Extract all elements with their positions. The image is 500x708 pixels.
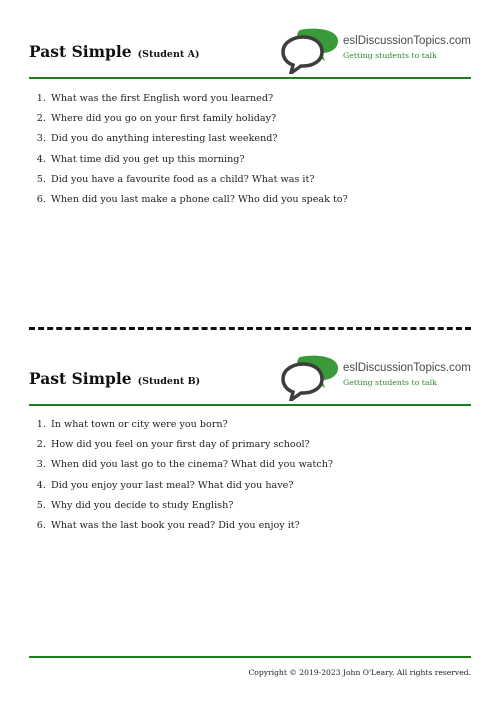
site-logo — [280, 28, 475, 74]
footer-rule — [29, 656, 471, 658]
list-item: 6. When did you last make a phone call? Who did you speak to? — [49, 190, 348, 210]
section-student-b — [29, 355, 471, 531]
site-logo — [280, 355, 475, 401]
student-label: (Student B) — [137, 376, 201, 387]
speech-bubbles-icon — [280, 355, 340, 401]
question-list — [29, 415, 333, 536]
list-item: 4. What time did you get up this morning? — [49, 150, 348, 170]
worksheet-title — [29, 42, 199, 61]
section-header — [29, 28, 471, 78]
list-item: 2. How did you feel on your first day of primary school? — [49, 435, 333, 455]
header-rule — [29, 404, 471, 406]
list-item: 6. What was the last book you read? Did you enjoy it? — [49, 516, 333, 536]
section-header — [29, 355, 471, 405]
question-list — [29, 89, 348, 210]
title-text: Past Simple — [29, 42, 132, 61]
list-item: 5. Why did you decide to study English? — [49, 496, 333, 516]
list-item: 3. Did you do anything interesting last weekend? — [49, 129, 348, 149]
header-rule — [29, 77, 471, 79]
logo-brand: eslDiscussionTopics.com — [343, 35, 471, 47]
cut-line-divider — [29, 327, 471, 330]
list-item: 2. Where did you go on your first family holiday? — [49, 109, 348, 129]
logo-brand: eslDiscussionTopics.com — [343, 362, 471, 374]
student-label: (Student A) — [137, 49, 200, 60]
list-item: 1. What was the first English word you learned? — [49, 89, 348, 109]
speech-bubbles-icon — [280, 28, 340, 74]
list-item: 5. Did you have a favourite food as a child? What was it? — [49, 170, 348, 190]
copyright-notice: Copyright © 2019-2023 John O'Leary. All rights reserved. — [248, 668, 471, 677]
section-student-a — [29, 28, 471, 205]
list-item: 4. Did you enjoy your last meal? What did you have? — [49, 476, 333, 496]
title-text: Past Simple — [29, 369, 132, 388]
worksheet-title — [29, 369, 200, 388]
list-item: 3. When did you last go to the cinema? What did you watch? — [49, 455, 333, 475]
logo-tagline: Getting students to talk — [343, 378, 437, 387]
logo-tagline: Getting students to talk — [343, 51, 437, 60]
list-item: 1. In what town or city were you born? — [49, 415, 333, 435]
